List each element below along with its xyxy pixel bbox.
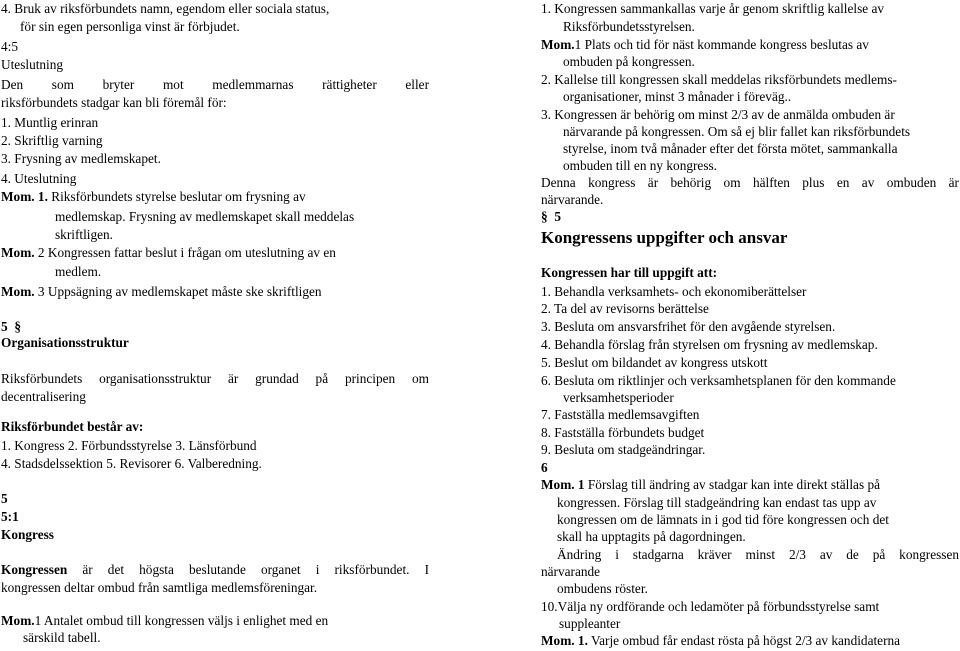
list-item: 4. Uteslutning	[1, 171, 77, 186]
text-line: riksförbundets stadgar kan bli föremål för:	[1, 95, 227, 110]
text-line: närvarande.	[541, 192, 604, 207]
list-item: 10.Välja ny ordförande och ledamöter på förbundsstyrelse samt	[541, 599, 880, 614]
mom-paragraph	[541, 476, 880, 493]
mom-text: 2 Kongressen fattar beslut i frågan om uteslutning av en	[34, 245, 336, 260]
section-number-value: 5	[1, 319, 8, 334]
mom-paragraph	[1, 612, 328, 629]
mom-paragraph	[1, 188, 306, 205]
text-line: organisationer, minst 3 månader i föreväg..	[563, 89, 792, 104]
list-item: 2. Ta del av revisorns berättelse	[541, 301, 709, 316]
mom-label: Mom. 1	[541, 477, 585, 492]
mom-text: Förslag till ändring av stadgar kan inte direkt ställas på	[584, 477, 880, 492]
list-item: 2. Kallelse till kongressen skall meddelas riksförbundets medlems-	[541, 72, 897, 87]
text-line: skall ha upptagits på dagordningen.	[557, 529, 746, 544]
mom-text: 1 Antalet ombud till kongressen väljs i enlighet med en	[34, 613, 329, 628]
list-item: 4. Behandla förslag från styrelsen om frysning av medlemskap.	[541, 337, 878, 352]
mom-label: Mom.	[1, 284, 35, 299]
text-line: Riksförbundetsstyrelsen.	[563, 19, 695, 34]
section-heading: Kongress	[1, 527, 54, 542]
mom-label: Mom. 1.	[541, 633, 588, 648]
section-number: 4:5	[1, 39, 18, 54]
text-line: styrelse, inom två månader efter det första mötet, sammankalla	[563, 141, 898, 156]
text-line: suppleanter	[559, 616, 621, 631]
text-line: Riksförbundets organisationsstruktur är grundad på principen om	[1, 371, 429, 386]
list-item: 5. Beslut om bildandet av kongress utskott	[541, 355, 768, 370]
list-item: 3. Kongressen är behörig om minst 2/3 av de anmälda ombuden är	[541, 107, 895, 122]
mom-text: Varje ombud får endast rösta på högst 2/3 av kandidaterna	[587, 633, 901, 648]
text-line: skriftligen.	[55, 227, 113, 242]
section-heading: Uteslutning	[1, 57, 64, 72]
text-line: Ändring i stadgarna kräver minst 2/3 av de på kongressen	[557, 547, 959, 562]
list-item: 3. Besluta om ansvarsfrihet för den avgående styrelsen.	[541, 319, 836, 334]
text-line: Den som bryter mot medlemmarnas rättigheter eller	[1, 77, 429, 92]
section-number	[1, 318, 21, 335]
mom-label: Mom.	[541, 37, 575, 52]
mom-paragraph	[541, 632, 900, 649]
mom-label: Mom.	[1, 245, 35, 260]
list-item: 9. Besluta om stadgeändringar.	[541, 442, 706, 457]
text-line: medlemskap. Frysning av medlemskapet skall meddelas	[55, 209, 355, 224]
mom-text: 3 Uppsägning av medlemskapet måste ske skriftligen	[34, 284, 322, 299]
list-item: 6. Besluta om riktlinjer och verksamhetsplanen för den kommande	[541, 373, 896, 388]
text-line: ombuden till en ny kongress.	[563, 158, 718, 173]
list-item: 2. Skriftlig varning	[1, 133, 103, 148]
text-span: är det högsta beslutande organet i riksförbundet. I	[67, 562, 429, 577]
text-line: Denna kongress är behörig om hälften plus en av ombuden är	[541, 175, 959, 190]
text-line: närvarande på kongressen. Om så ej blir fallet kan riksförbundets	[563, 124, 911, 139]
subheading: Riksförbundet består av:	[1, 419, 144, 434]
text-line: 4. Bruk av riksförbundets namn, egendom eller sociala status,	[1, 1, 330, 16]
text-line: 1. Kongress 2. Förbundsstyrelse 3. Länsförbund	[1, 438, 257, 453]
text-line: för sin egen personliga vinst är förbjudet.	[20, 19, 240, 34]
section-heading: Kongressens uppgifter och ansvar	[541, 228, 788, 247]
section-number-value: 5	[554, 209, 561, 224]
bold-term: Kongressen	[1, 562, 68, 577]
text-line: kongressen. Förslag till stadgeändring kan endast tas upp av	[557, 495, 877, 510]
subheading: Kongressen har till uppgift att:	[541, 265, 718, 280]
section-number: 5:1	[1, 509, 19, 524]
mom-text: Riksförbundets styrelse beslutar om frysning av	[47, 189, 306, 204]
section-heading: Organisationsstruktur	[1, 335, 129, 350]
mom-paragraph	[1, 244, 336, 261]
text-line: kongressen deltar ombud från samtliga medlemsföreningar.	[1, 580, 318, 595]
mom-text: 1 Plats och tid för näst kommande kongress beslutas av	[574, 37, 869, 52]
list-item: 8. Fastställa förbundets budget	[541, 425, 705, 440]
section-number: 6	[541, 460, 548, 475]
text-line: ombudens röster.	[557, 581, 648, 596]
mom-paragraph	[541, 36, 869, 53]
section-number	[541, 208, 561, 225]
text-line: ombuden på kongressen.	[563, 54, 695, 69]
mom-paragraph	[1, 283, 322, 300]
list-item: 1. Behandla verksamhets- och ekonomiberättelser	[541, 284, 807, 299]
list-item: 7. Fastställa medlemsavgiften	[541, 407, 700, 422]
list-item: 1. Muntlig erinran	[1, 115, 99, 130]
text-line: närvarande	[541, 564, 601, 579]
text-line: kongressen om de lämnats in i god tid före kongressen och det	[557, 512, 889, 527]
mom-label: Mom.	[1, 613, 35, 628]
mom-label: Mom. 1.	[1, 189, 48, 204]
text-line	[1, 561, 429, 578]
paragraph-symbol: §	[541, 209, 548, 224]
text-line: 4. Stadsdelssektion 5. Revisorer 6. Valberedning.	[1, 456, 262, 471]
paragraph-symbol: §	[14, 319, 21, 334]
section-number: 5	[1, 491, 8, 506]
list-item: 3. Frysning av medlemskapet.	[1, 151, 161, 166]
text-line: verksamhetsperioder	[563, 390, 674, 405]
text-line: särskild tabell.	[23, 630, 101, 645]
text-line: decentralisering	[1, 389, 86, 404]
list-item: 1. Kongressen sammankallas varje år genom skriftlig kallelse av	[541, 1, 885, 16]
text-line: medlem.	[55, 264, 102, 279]
